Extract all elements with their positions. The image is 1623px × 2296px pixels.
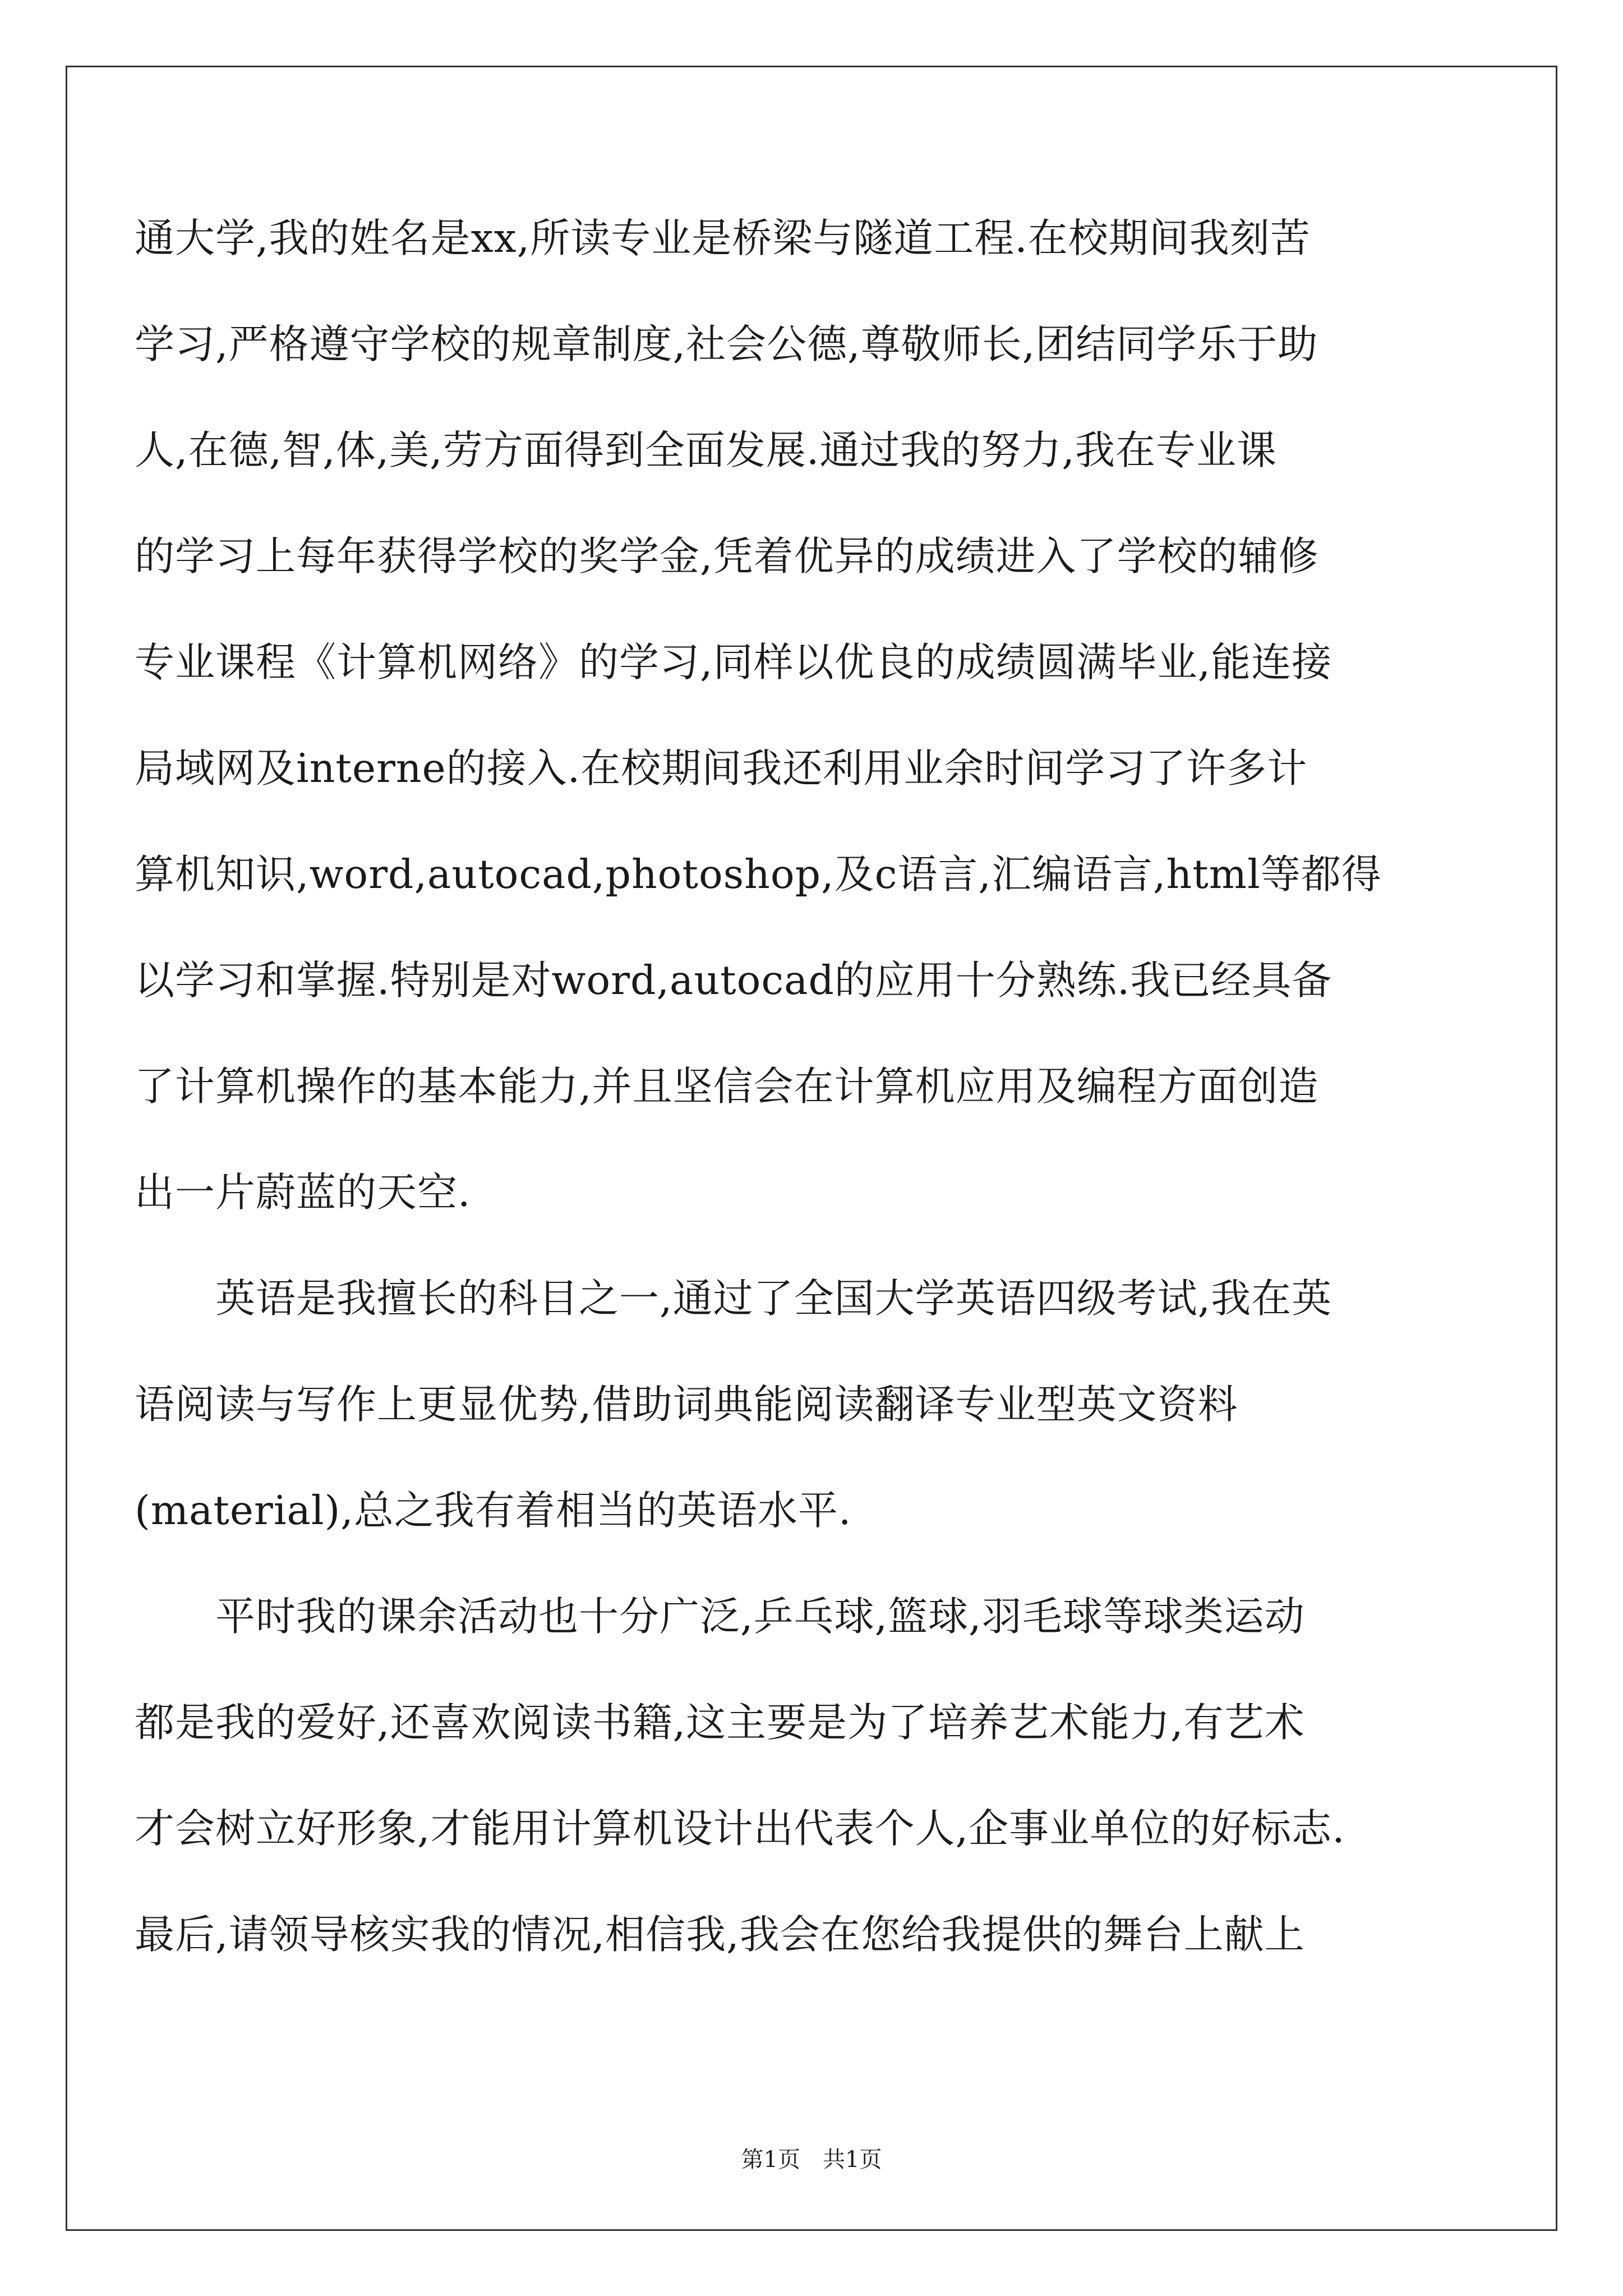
text-line: 了计算机操作的基本能力,并且坚信会在计算机应用及编程方面创造 [135,1063,1319,1110]
document-body [135,185,1441,1987]
page-number: 第1页 [741,2147,800,2173]
text-line: 局域网及interne的接入.在校期间我还利用业余时间学习了许多计 [135,745,1308,792]
text-line: 算机知识,word,autocad,photoshop,及c语言,汇编语言,html等都得 [135,851,1382,898]
text-line: 出一片蔚蓝的天空. [135,1169,471,1216]
page-footer [0,2142,1623,2174]
text-line: (material),总之我有着相当的英语水平. [135,1487,852,1534]
text-line: 的学习上每年获得学校的奖学金,凭着优异的成绩进入了学校的辅修 [135,533,1319,579]
text-line: 才会树立好形象,才能用计算机设计出代表个人,企事业单位的好标志. [135,1805,1345,1852]
paragraph-first-line: 英语是我擅长的科目之一,通过了全国大学英语四级考试,我在英 [215,1275,1332,1322]
text-line: 专业课程《计算机网络》的学习,同样以优良的成绩圆满毕业,能连接 [135,639,1332,685]
text-line: 最后,请领导核实我的情况,相信我,我会在您给我提供的舞台上献上 [135,1911,1305,1958]
text-line: 以学习和掌握.特别是对word,autocad的应用十分熟练.我已经具备 [135,957,1332,1004]
text-line: 学习,严格遵守学校的规章制度,社会公德,尊敬师长,团结同学乐于助 [135,321,1318,367]
text-line: 人,在德,智,体,美,劳方面得到全面发展.通过我的努力,我在专业课 [135,427,1277,473]
text-line: 通大学,我的姓名是xx,所读专业是桥梁与隧道工程.在校期间我刻苦 [135,215,1311,261]
text-line: 都是我的爱好,还喜欢阅读书籍,这主要是为了培养艺术能力,有艺术 [135,1699,1305,1746]
text-line: 语阅读与写作上更显优势,借助词典能阅读翻译专业型英文资料 [135,1381,1238,1428]
paragraph-first-line: 平时我的课余活动也十分广泛,乒乓球,篮球,羽毛球等球类运动 [215,1593,1305,1640]
page-total: 共1页 [823,2147,882,2173]
